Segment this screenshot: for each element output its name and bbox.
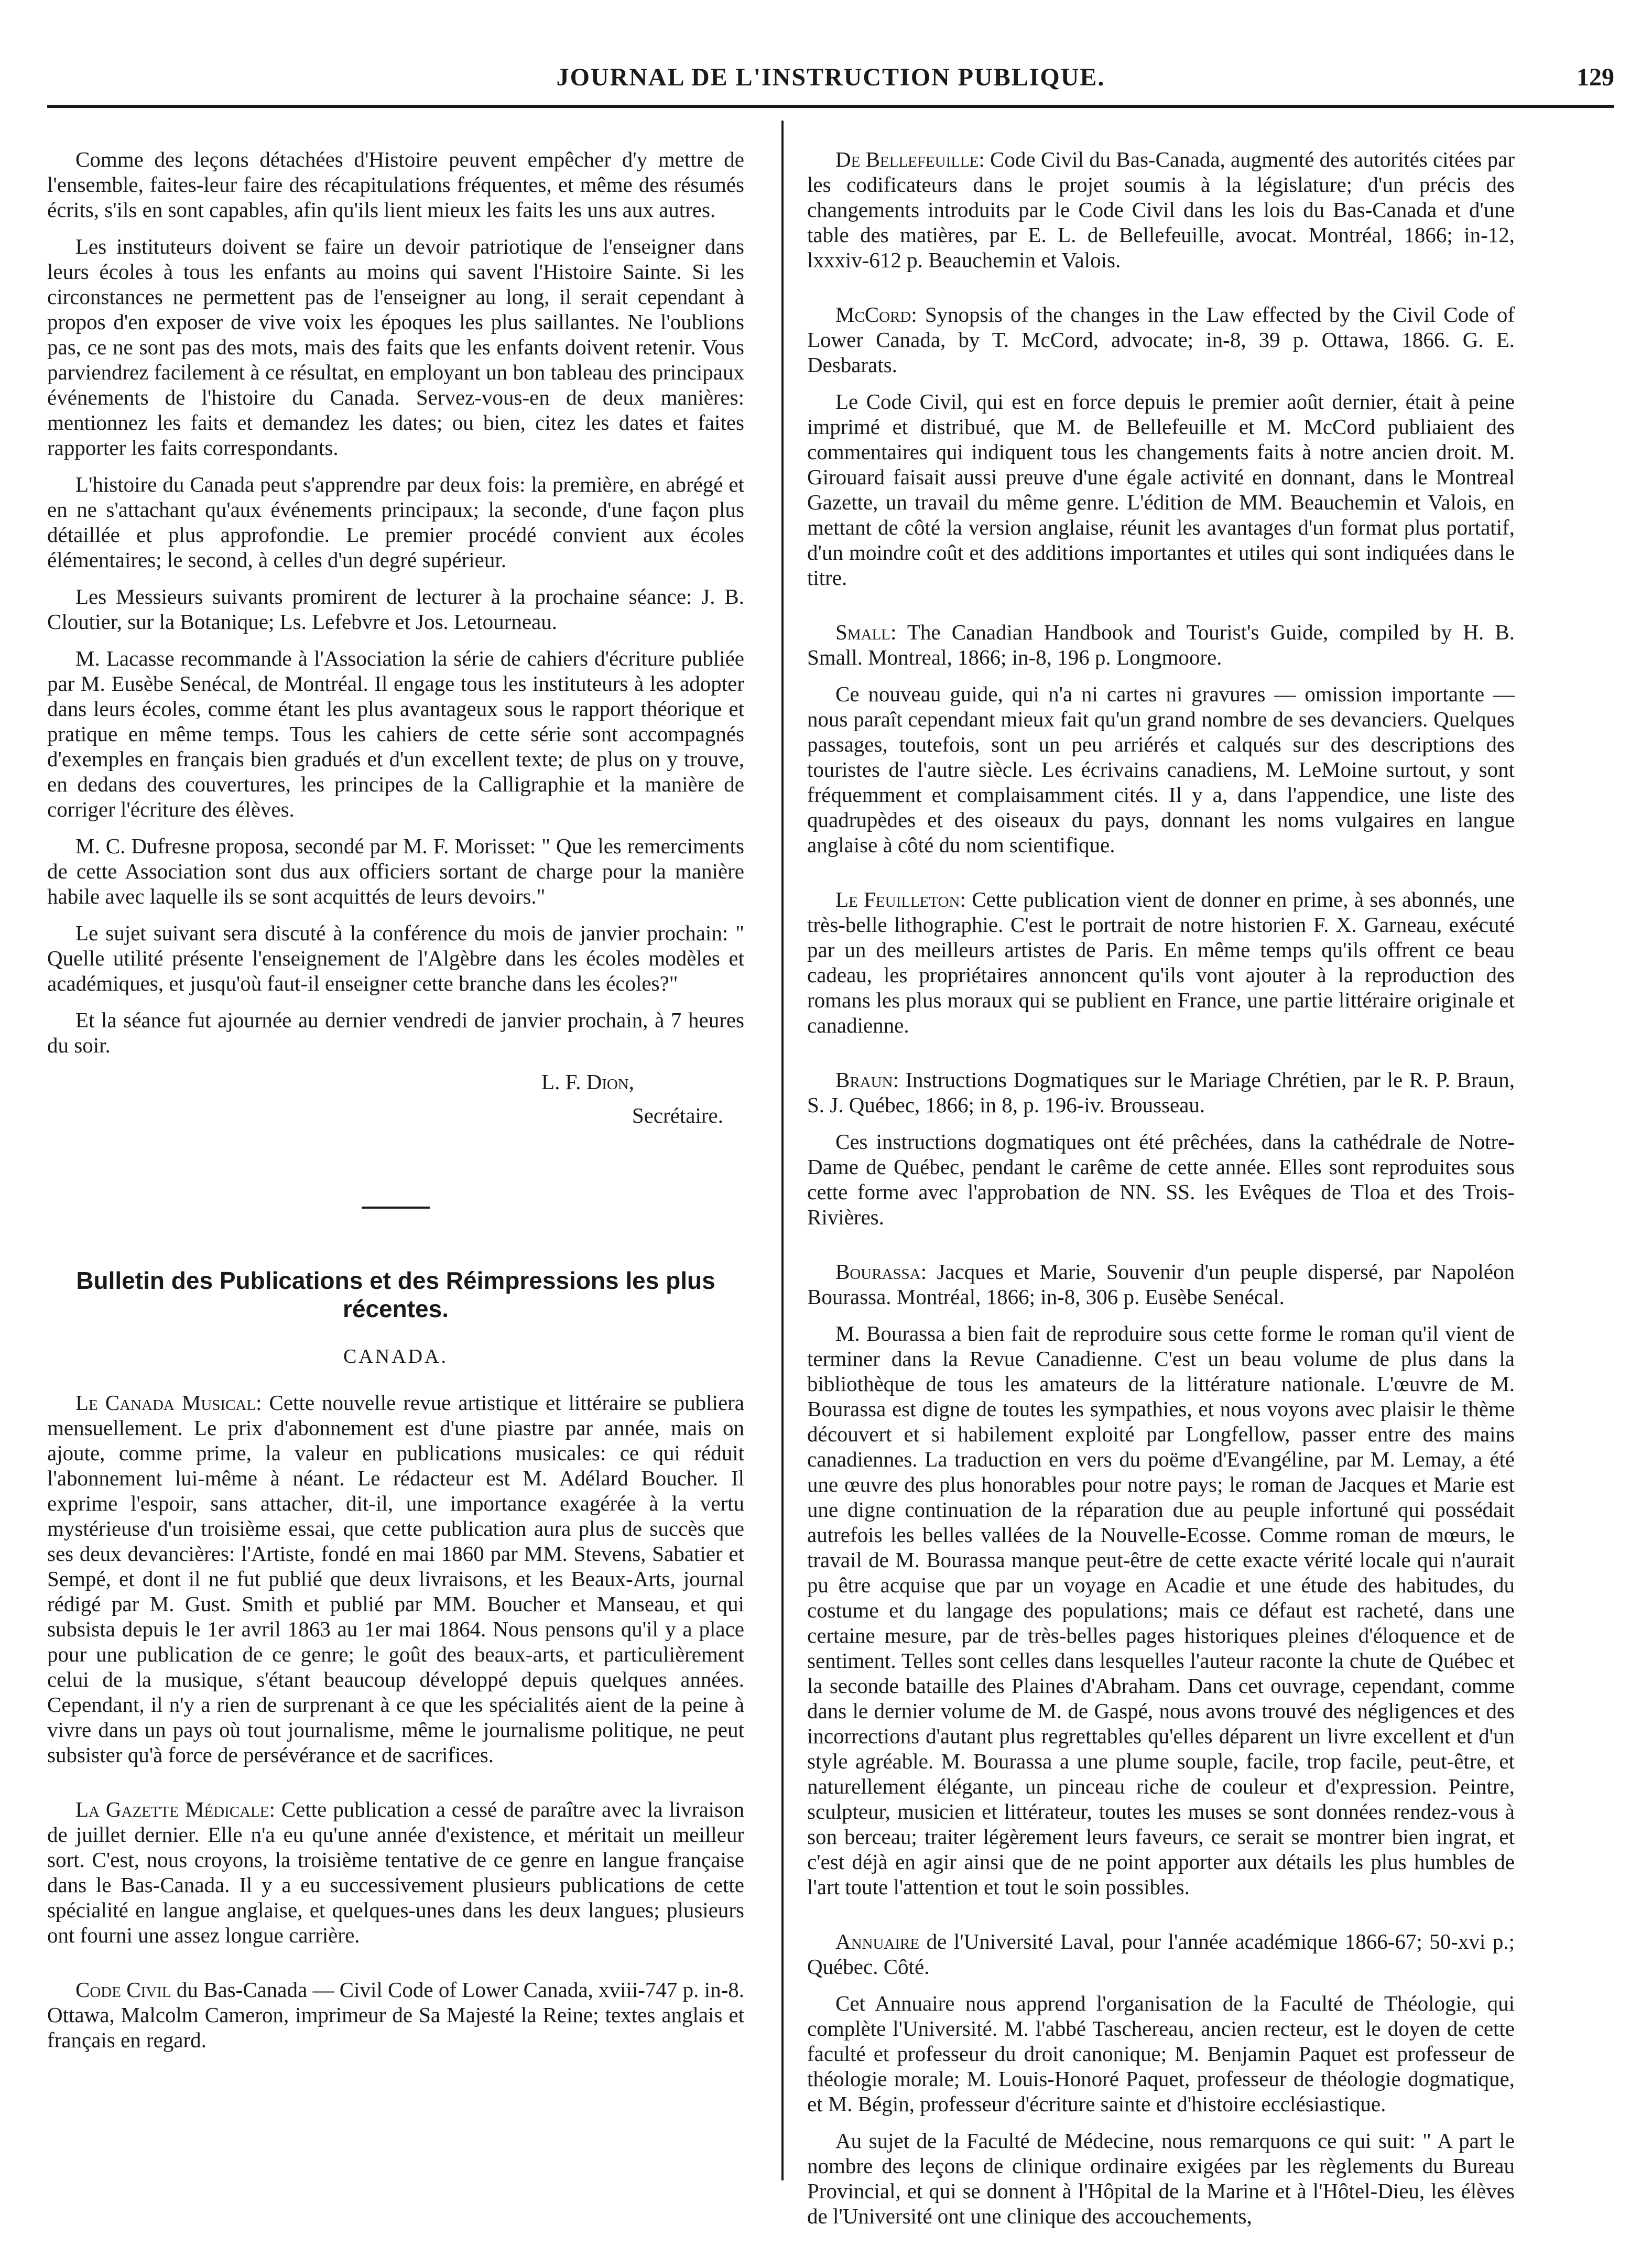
entry-head: Braun: (835, 1068, 899, 1092)
paragraph: M. Bourassa a bien fait de reproduire sous cette forme le roman qu'il vient de terminer dans la Revue Canadienne. C'est un beau volume de plus dans la bibliothèque de tous les amateurs de la littérature nationale. L'œuvre de M. Bourassa est digne de toutes les sympathies, et nous voyons avec plaisir le thème découvert et si habilement exploité par Longfellow, passer entre des mains canadiennes. La traduction en vers du poëme d'Evangéline, par M. Lemay, a été une œuvre des plus honorables pour notre pays; le roman de Jacques et Marie est une digne continuation de la réparation due au peuple infortuné qui possédait autrefois les belles vallées de la Nouvelle-Ecosse. Comme roman de mœurs, le travail de M. Bourassa manque peut-être de cette exacte vérité locale qui n'aurait pu être acquise que par un voyage en Acadie et une étude des habitudes, du costume et du langage des populations; mais ce défaut est racheté, dans une certaine mesure, par de très-belles pages historiques pleines d'éloquence et de sentiment. Telles sont celles dans lesquelles l'auteur raconte la chute de Québec et la seconde bataille des Plaines d'Abraham. Dans cet ouvrage, cependant, comme dans le dernier volume de M. de Gaspé, nous avons trouvé des négligences et des incorrections d'autant plus regrettables qu'elles déparent un livre excellent et d'un style agréable. M. Bourassa a une plume souple, facile, trop facile, peut-être, et naturellement élégante, un pinceau riche de couleur et d'expression. Peintre, sculpteur, musicien et littérateur, toutes les muses se sont données rendez-vous à son berceau; traiter légèrement leurs faveurs, ce serait se montrer bien ingrat, et c'est déjà en agir ainsi que de ne point apporter aux détails les plus humbles de l'art toute l'attention et tout le soin possibles. (807, 1321, 1515, 1899)
signature (47, 1069, 744, 1128)
left-column (47, 147, 744, 2082)
section-rule (362, 1207, 430, 1209)
entry-head: Small: (835, 620, 897, 644)
entry-head: Code Civil (75, 1978, 171, 2002)
entry-head: Bourassa: (835, 1260, 927, 1284)
entry-body: The Canadian Handbook and Tourist's Guide, compiled by H. B. Small. Montreal, 1866; in-8, 196 p. Longmoore. (807, 620, 1515, 669)
publication-entry (47, 1390, 744, 1767)
paragraph: Les instituteurs doivent se faire un devoir patriotique de l'enseigner dans leurs écoles à tous les enfants au moins qui savent l'Histoire Sainte. Si les circonstances ne permettent pas de l'enseigner au long, il serait cependant à propos d'en exposer de vive voix les époques les plus saillantes. Ne l'oublions pas, ce ne sont pas des mots, mais des faits que les enfants doivent retenir. Vous parviendrez facilement à ce résultat, en employant un bon tableau des principaux événements de l'histoire du Canada. Servez-vous-en de deux manières: mentionnez les faits et demandez les dates; ou bien, citez les dates et faites rapporter les faits correspondants. (47, 234, 744, 460)
column-divider (781, 121, 784, 2180)
page-header (47, 63, 1614, 100)
publication-entry (807, 302, 1515, 590)
bulletin-title: Bulletin des Publications et des Réimpressions les plus récentes. (76, 1267, 715, 1322)
paragraph: Comme des leçons détachées d'Histoire peuvent empêcher d'y mettre de l'ensemble, faites-leur faire des récapitulations fréquentes, et même des résumés écrits, s'ils en sont capables, afin qu'ils lient mieux les faits les uns aux autres. (47, 147, 744, 222)
signature-role: Secrétaire. (632, 1103, 723, 1127)
paragraph: Et la séance fut ajournée au dernier vendredi de janvier prochain, à 7 heures du soir. (47, 1008, 744, 1057)
publication-entry (47, 1797, 744, 1948)
journal-title: JOURNAL DE L'INSTRUCTION PUBLIQUE. (556, 63, 1105, 91)
entry-head: Annuaire (835, 1929, 920, 1953)
publication-entry (807, 1067, 1515, 1230)
publication-entry (47, 1977, 744, 2053)
right-column (807, 147, 1515, 2258)
entry-body: Cette publication a cessé de paraître avec la livraison de juillet dernier. Elle n'a eu qu'une année d'existence, et méritait un meilleur sort. C'est, nous croyons, la troisième tentative de ce genre en langue française dans le Bas-Canada. Il y a eu successivement plusieurs publications de cette spécialité en langue anglaise, et quelques-unes dans les deux langues; plusieurs ont fourni une assez longue carrière. (47, 1797, 744, 1947)
entry-body: Cette publication vient de donner en prime, à ses abonnés, une très-belle lithographie. C'est le portrait de notre historien F. X. Garneau, exécuté par un des meilleurs artistes de Paris. En même temps qu'ils offrent ce beau cadeau, les propriétaires annoncent qu'ils vont ajouter à la reproduction des romans les plus moraux qui se publient en France, une partie littéraire originale et canadienne. (807, 887, 1515, 1037)
paragraph: L'histoire du Canada peut s'apprendre par deux fois: la première, en abrégé et en ne s'attachant qu'aux événements principaux; la seconde, d'une façon plus détaillée et plus approfondie. Le premier procédé convient aux écoles élémentaires; le second, à celles d'un degré supérieur. (47, 472, 744, 572)
entry-body: Instructions Dogmatiques sur le Mariage Chrétien, par le R. P. Braun, S. J. Québec, 1866; in 8, p. 196-iv. Brousseau. (807, 1068, 1515, 1117)
paragraph: Au sujet de la Faculté de Médecine, nous remarquons ce qui suit: " A part le nombre des leçons de clinique ordinaire exigées par les règlements du Bureau Provincial, et qui se donnent à l'Hôpital de la Marine et à l'Hôtel-Dieu, les élèves de l'Université ont une clinique des accouchements, (807, 2129, 1515, 2228)
entry-body: Jacques et Marie, Souvenir d'un peuple dispersé, par Napoléon Bourassa. Montréal, 1866; in-8, 306 p. Eusèbe Senécal. (807, 1260, 1515, 1309)
entry-head: McCord: (835, 302, 917, 327)
entry-body: Code Civil du Bas-Canada, augmenté des autorités citées par les codificateurs dans le projet soumis à la législature; d'un précis des changements introduits par le Code Civil dans les lois du Bas-Canada et d'une table des matières, par E. L. de Bellefeuille, avocat. Montréal, 1866; in-12, lxxxiv-612 p. Beauchemin et Valois. (807, 147, 1515, 272)
entry-head: Le Feuilleton: (835, 887, 966, 911)
header-rule (47, 105, 1614, 108)
paragraph: Le Code Civil, qui est en force depuis le premier août dernier, était à peine imprimé et distribué, que M. de Bellefeuille et M. McCord publiaient des commentaires qui indiquent tous les changements faits à notre ancien droit. M. Girouard faisait aussi preuve d'une égale activité en donnant, dans le Montreal Gazette, un travail du même genre. L'édition de MM. Beauchemin et Valois, en mettant de côté la version anglaise, réunit les avantages d'un format plus portatif, d'un moindre coût et des additions importantes et utiles qui sont indiquées dans le titre. (807, 389, 1515, 590)
paragraph: Les Messieurs suivants promirent de lecturer à la prochaine séance: J. B. Cloutier, sur la Botanique; Ls. Lefebvre et Jos. Letourneau. (47, 584, 744, 634)
paragraph: Cet Annuaire nous apprend l'organisation de la Faculté de Théologie, qui complète l'Université. M. l'abbé Taschereau, ancien recteur, est le doyen de cette faculté et professeur du droit canonique; M. Benjamin Paquet est professeur de théologie morale; M. Louis-Honoré Paquet, professeur de théologie dogmatique, et M. Bégin, professeur d'écriture sainte et d'histoire ecclésiastique. (807, 1991, 1515, 2116)
entry-body: Cette nouvelle revue artistique et littéraire se publiera mensuellement. Le prix d'abonnement est d'une piastre par année, mais on ajoute, comme prime, la valeur en publications musicales: ce qui réduit l'abonnement lui-même à néant. Le rédacteur est M. Adélard Boucher. Il exprime l'espoir, sans attacher, dit-il, une importance exagérée à la vertu mystérieuse d'un troisième essai, que cette publication aura plus de succès que ses deux devancières: l'Artiste, fondé en mai 1860 par MM. Stevens, Sabatier et Sempé, et dont il ne fut publié que deux livraisons, et les Beaux-Arts, journal rédigé par M. Gust. Smith et publié par MM. Boucher et Manseau, et qui subsista depuis le 1er avril 1863 au 1er mai 1864. Nous pensons qu'il y a place pour une publication de ce genre; le goût des beaux-arts, et particulièrement celui de la musique, s'étant beaucoup développé depuis quelques années. Cependant, il n'y a rien de surprenant à ce que les spécialités aient de la peine à vivre dans un pays où tout journalisme, même le journalisme politique, ne peut subsister qu'à force de persévérance et de sacrifices. (47, 1391, 744, 1767)
publication-entry (807, 887, 1515, 1038)
entry-head: La Gazette Médicale: (75, 1797, 275, 1821)
entry-head: De Bellefeuille: (835, 147, 985, 171)
subsection-heading: CANADA. (343, 1345, 449, 1367)
paragraph: M. Lacasse recommande à l'Association la série de cahiers d'écriture publiée par M. Eusèbe Senécal, de Montréal. Il engage tous les instituteurs à les adopter dans leurs écoles, comme étant les plus avantageux sous le rapport théorique et pratique en même temps. Tous les cahiers de cette série sont accompagnés d'exemples en français bien gradués et d'un excellent texte; de plus on y trouve, en dedans des couvertures, les principes de la Calligraphie et la manière de corriger l'écriture des élèves. (47, 646, 744, 821)
paragraph: Ces instructions dogmatiques ont été prêchées, dans la cathédrale de Notre-Dame de Québec, pendant le carême de cette année. Elles sont reproduites sous cette forme avec l'approbation de NN. SS. les Evêques de Tloa et des Trois-Rivières. (807, 1130, 1515, 1229)
paragraph: Le sujet suivant sera discuté à la conférence du mois de janvier prochain: " Quelle utilité présente l'enseignement de l'Algèbre dans les écoles modèles et académiques, et jusqu'où faut-il enseigner cette branche dans les écoles?" (47, 921, 744, 995)
publication-entry (807, 620, 1515, 857)
entry-body: du Bas-Canada — Civil Code of Lower Canada, xviii-747 p. in-8. Ottawa, Malcolm Cameron, imprimeur de Sa Majesté la Reine; textes anglais et français en regard. (47, 1978, 744, 2052)
publication-entry (807, 1929, 1515, 2229)
signature-name: L. F. Dion, (541, 1070, 634, 1094)
publication-entry (807, 147, 1515, 273)
entry-body: Synopsis of the changes in the Law effected by the Civil Code of Lower Canada, by T. McCord, advocate; in-8, 39 p. Ottawa, 1866. G. E. Desbarats. (807, 302, 1515, 377)
entry-body: de l'Université Laval, pour l'année académique 1866-67; 50-xvi p.; Québec. Côté. (807, 1929, 1515, 1979)
paragraph: Ce nouveau guide, qui n'a ni cartes ni gravures — omission importante — nous paraît cependant mieux fait qu'un grand nombre de ses devanciers. Quelques passages, toutefois, sont un peu arriérés et calqués sur des descriptions des touristes de l'autre siècle. Les écrivains canadiens, M. LeMoine surtout, y sont fréquemment et complaisamment cités. Il y a, dans l'appendice, une liste des quadrupèdes et des oiseaux du pays, donnant les noms vulgaires en langue anglaise à côté du nom scientifique. (807, 682, 1515, 857)
entry-head: Le Canada Musical: (75, 1391, 262, 1415)
paragraph: M. C. Dufresne proposa, secondé par M. F. Morisset: " Que les remerciments de cette Association sont dus aux officiers sortant de charge pour la manière habile avec laquelle ils se sont acquittés de leurs devoirs." (47, 834, 744, 908)
publication-entry (807, 1259, 1515, 1899)
page-number: 129 (1577, 63, 1614, 91)
